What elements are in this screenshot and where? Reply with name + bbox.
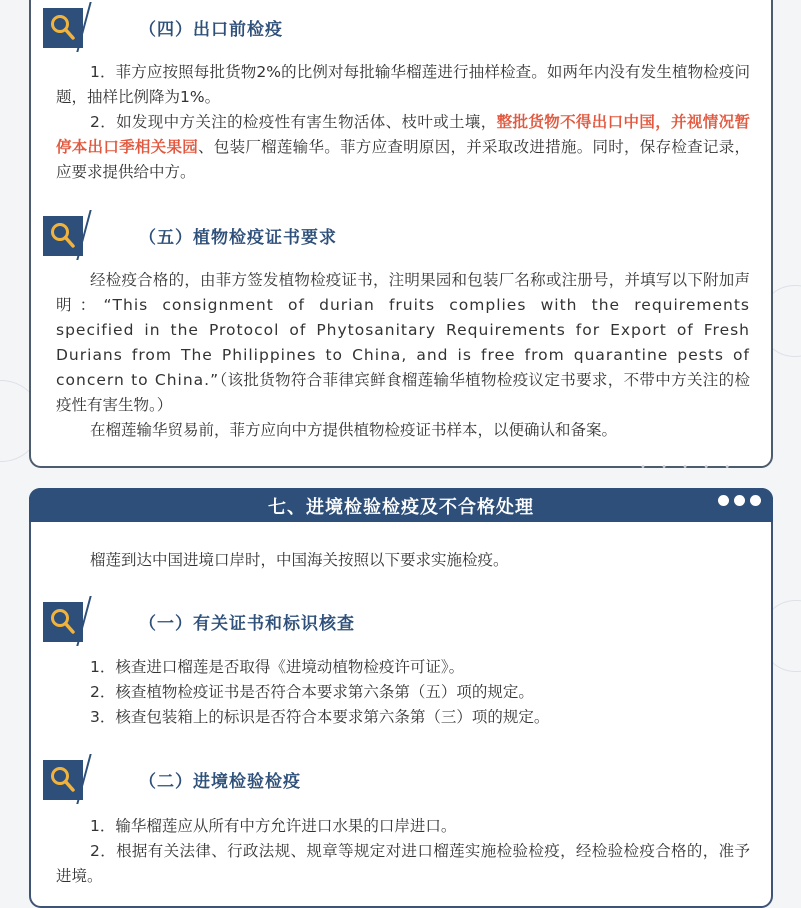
subsection-header-1 bbox=[43, 602, 683, 646]
section-header-5 bbox=[43, 216, 683, 260]
section-header-4 bbox=[43, 8, 683, 52]
content-card-section7 bbox=[29, 488, 773, 908]
subsection-title: （二）进境检验检疫 bbox=[139, 772, 301, 792]
paragraph: 在榴莲输华贸易前，菲方应向中方提供植物检疫证书样本，以便确认和备案。 bbox=[90, 421, 618, 439]
list-item: 1．核查进口榴莲是否取得《进境动植物检疫许可证》。 bbox=[90, 658, 465, 676]
list-item: 3．核查包装箱上的标识是否符合本要求第六条第（三）项的规定。 bbox=[90, 708, 550, 726]
decorative-dots: • • • • • bbox=[640, 462, 737, 473]
magnifier-icon bbox=[43, 602, 83, 642]
list-item: 2．根据有关法律、行政法规、规章等规定对进口榴莲实施检验检疫，经检验检疫合格的，准予进境。 bbox=[56, 842, 750, 885]
paragraph-text: 经检疫合格的，由菲方签发植物检疫证书，注明果园和包装厂名称或注册号，并填写以下附加声明： bbox=[56, 271, 750, 314]
paragraph-text-english: “This consignment of durian fruits complies with the requirements specified in the Protocol of Phytosanitary Requirements for Export of Fresh Durians from The Philippines to China, and is free from quarantine pests of concern to China.” bbox=[56, 296, 750, 389]
intro-paragraph: 榴莲到达中国进境口岸时，中国海关按照以下要求实施检疫。 bbox=[90, 551, 509, 569]
content-card-section6 bbox=[29, 0, 773, 468]
chapter-banner bbox=[29, 488, 773, 522]
highlighted-text: 整批货物不得出口中国，并视情况暂停本出口季相关果园 bbox=[56, 113, 750, 156]
section-title: （五）植物检疫证书要求 bbox=[139, 228, 337, 248]
list-item: 1．输华榴莲应从所有中方允许进口水果的口岸进口。 bbox=[90, 817, 457, 835]
paragraph bbox=[56, 110, 750, 185]
chapter-title: 七、进境检验检疫及不合格处理 bbox=[268, 497, 534, 518]
paragraph bbox=[56, 268, 750, 418]
magnifier-icon bbox=[43, 216, 83, 256]
list-item: 2．核查植物检疫证书是否符合本要求第六条第（五）项的规定。 bbox=[90, 683, 534, 701]
magnifier-icon bbox=[43, 760, 83, 800]
paragraph-text: 、包装厂榴莲输华。菲方应查明原因，并采取改进措施。同时，保存检查记录，应要求提供给中方。 bbox=[56, 138, 750, 181]
magnifier-icon bbox=[43, 8, 83, 48]
paragraph: 1．菲方应按照每批货物2%的比例对每批输华榴莲进行抽样检查。如两年内没有发生植物检疫问题，抽样比例降为1%。 bbox=[56, 63, 750, 106]
banner-dots-decoration bbox=[713, 491, 761, 510]
subsection-header-2 bbox=[43, 760, 683, 804]
paragraph-text: （该批货物符合菲律宾鲜食榴莲输华植物检疫议定书要求，不带中方关注的检疫性有害生物。） bbox=[56, 371, 750, 414]
section-title: （四）出口前检疫 bbox=[139, 20, 283, 40]
paragraph-text: 2．如发现中方关注的检疫性有害生物活体、枝叶或土壤， bbox=[90, 113, 497, 131]
subsection-title: （一）有关证书和标识核查 bbox=[139, 614, 355, 634]
